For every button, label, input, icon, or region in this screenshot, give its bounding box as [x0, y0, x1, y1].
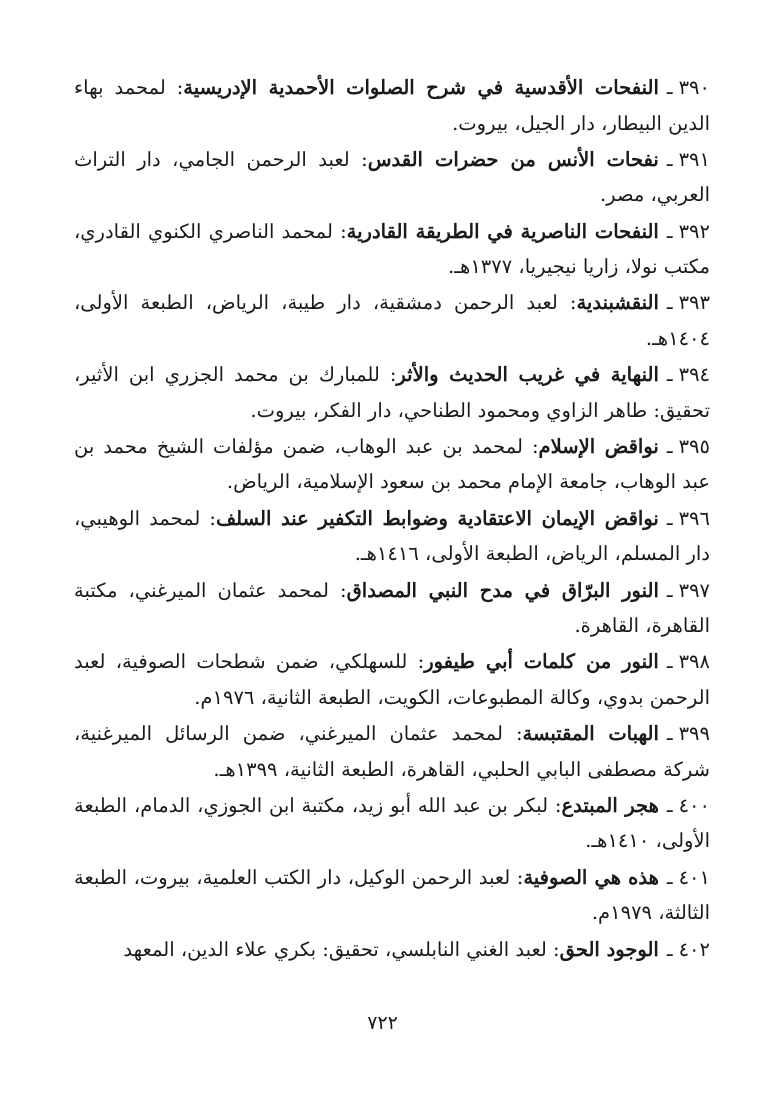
entry-title: نواقض الإيمان الاعتقادية وضوابط التكفير عند السلف: [215, 506, 659, 530]
page-number: ٧٢٢: [367, 1012, 398, 1034]
entry-dash: ـ: [666, 434, 673, 458]
entry-number: ٣٩٦: [678, 506, 710, 530]
entry-title: نفحات الأنس من حضرات القدس: [367, 147, 659, 171]
entry-dash: ـ: [666, 363, 673, 387]
entry-details: : لعبد الرحمن الوكيل، دار الكتب العلمية، بيروت، الطبعة الثالثة، ١٩٧٩م.: [74, 865, 710, 925]
entry-number: ٣٩٧: [678, 578, 711, 602]
entry-details: : للسهلكي، ضمن شطحات الصوفية، لعبد الرحمن بدوي، وكالة المطبوعات، الكويت، الطبعة الثانية، ١٩٧٦م.: [74, 650, 710, 709]
entry-details: : لمحمد الناصري الكنوي القادري، مكتب نولا، زاريا نيجيريا، ١٣٧٧هـ.: [74, 219, 710, 279]
entry-title: الوجود الحق: [559, 937, 659, 961]
entry-title: النهاية في غريب الحديث والأثر: [396, 363, 659, 387]
entry-number: ٣٩٥: [678, 434, 710, 458]
entry-number: ٤٠٢: [678, 937, 710, 961]
entry-dash: ـ: [666, 865, 673, 889]
entry-details: : لمحمد عثمان الميرغني، مكتبة القاهرة، القاهرة.: [74, 578, 710, 638]
entry-details: : للمبارك بن محمد الجزري ابن الأثير، تحقيق: طاهر الزاوي ومحمود الطناحي، دار الفكر، بيروت.: [74, 363, 710, 422]
entry-dash: ـ: [666, 506, 673, 530]
entry-number: ٣٩٢: [678, 219, 710, 243]
entry-details: : لمحمد بن عبد الوهاب، ضمن مؤلفات الشيخ محمد بن عبد الوهاب، جامعة الإمام محمد بن سعود الإسلامية، الرياض.: [74, 434, 710, 494]
entry-details: : لبكر بن عبد الله أبو زيد، مكتبة ابن الجوزي، الدمام، الطبعة الأولى، ١٤١٠هـ.: [74, 793, 710, 853]
entry-details: : لعبد الغني النابلسي، تحقيق: بكري علاء الدين، المعهد: [123, 937, 560, 961]
entry-number: ٣٩٨: [678, 650, 710, 674]
entry-title: هذه هي الصوفية: [523, 865, 659, 889]
bibliography-entry-391: [74, 142, 710, 213]
entry-title: نواقض الإسلام: [538, 434, 659, 458]
entry-details: : لعبد الرحمن الجامي، دار التراث العربي، مصر.: [74, 147, 710, 207]
entry-details: : لمحمد عثمان الميرغني، ضمن الرسائل الميرغنية، شركة مصطفى البابي الحلبي، القاهرة، الطبعة الثانية، ١٣٩٩هـ.: [74, 722, 710, 781]
entry-details: : لمحمد بهاء الدين البيطار، دار الجيل، بيروت.: [74, 76, 710, 135]
entry-title: النقشبندية: [576, 291, 659, 315]
entry-title: النفحات الناصرية في الطريقة القادرية: [346, 219, 659, 243]
entry-number: ٤٠١: [678, 865, 710, 889]
bibliography-entry-394: [74, 357, 710, 428]
entry-dash: ـ: [666, 219, 673, 243]
entry-title: النور البرّاق في مدح النبي المصداق: [346, 578, 659, 602]
entry-title: النور من كلمات أبي طيفور: [424, 650, 659, 674]
entry-number: ٣٩٣: [678, 291, 710, 315]
bibliography-entry-401: [74, 860, 710, 931]
entry-title: هجر المبتدع: [561, 793, 659, 817]
entry-title: النفحات الأقدسية في شرح الصلوات الأحمدية الإدريسية: [183, 76, 659, 99]
bibliography-entry-397: [74, 573, 710, 644]
entry-dash: ـ: [666, 650, 673, 674]
entry-number: ٣٩١: [678, 147, 710, 171]
bibliography-entry-395: [74, 429, 710, 500]
entry-number: ٤٠٠: [678, 793, 710, 817]
entry-number: ٣٩٠: [678, 76, 710, 99]
bibliography-list: [74, 70, 710, 968]
entry-dash: ـ: [666, 76, 673, 99]
entry-dash: ـ: [666, 147, 673, 171]
entry-dash: ـ: [666, 793, 673, 817]
entry-dash: ـ: [666, 722, 673, 746]
entry-title: الهبات المقتبسة: [522, 722, 659, 746]
bibliography-entry-396: [74, 501, 710, 572]
entry-number: ٣٩٤: [678, 363, 711, 387]
entry-details: : لمحمد الوهيبي، دار المسلم، الرياض، الطبعة الأولى، ١٤١٦هـ.: [74, 506, 710, 566]
entry-number: ٣٩٩: [678, 722, 710, 746]
entry-details: : لعبد الرحمن دمشقية، دار طيبة، الرياض، الطبعة الأولى، ١٤٠٤هـ.: [74, 291, 710, 350]
bibliography-entry-398: [74, 644, 710, 715]
bibliography-entry-393: [74, 285, 710, 356]
bibliography-entry-390: [74, 70, 710, 141]
bibliography-entry-402: [74, 932, 710, 968]
bibliography-entry-400: [74, 788, 710, 859]
entry-dash: ـ: [666, 578, 673, 602]
bibliography-entry-399: [74, 716, 710, 787]
entry-dash: ـ: [666, 291, 673, 315]
bibliography-entry-392: [74, 214, 710, 285]
entry-dash: ـ: [666, 937, 673, 961]
